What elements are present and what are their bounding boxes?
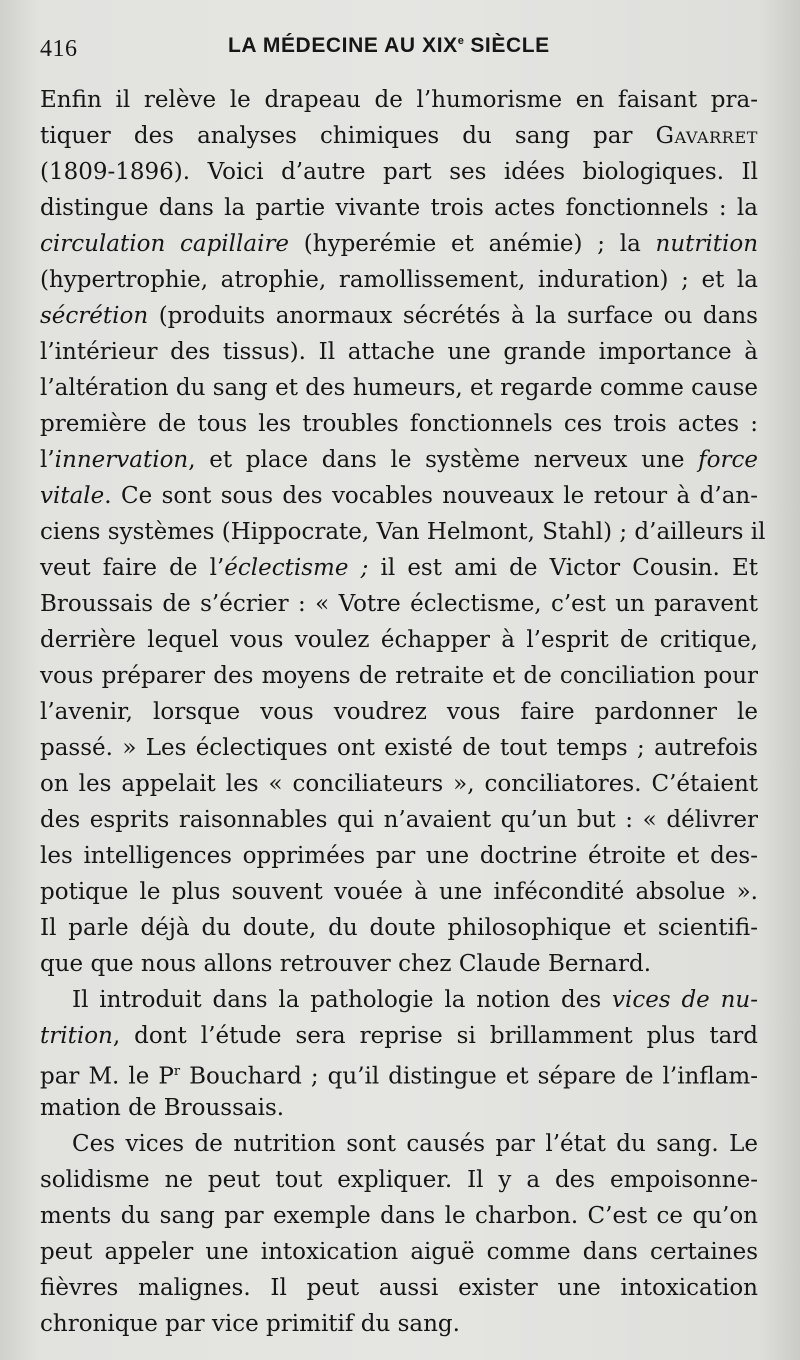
text-segment: éclectisme ; [224, 555, 369, 581]
text-segment: l’intérieur des tissus). Il attache une grande importance à [40, 339, 758, 365]
text-line [40, 550, 758, 586]
text-segment: solidisme ne peut tout expliquer. Il y a des empoisonne- [40, 1167, 758, 1193]
text-segment: l’avenir, lorsque vous voudrez vous faire pardonner le [40, 699, 758, 725]
page-header [0, 28, 800, 68]
text-line [40, 1234, 758, 1270]
text-segment: Broussais de s’écrier : « Votre éclectisme, c’est un paravent [40, 591, 758, 617]
text-line [40, 1018, 758, 1054]
text-segment: passé. » Les éclectiques ont existé de tout temps ; autrefois [40, 735, 758, 761]
text-segment: Il parle déjà du doute, du doute philosophique et scientifi- [40, 915, 758, 941]
text-line [40, 982, 758, 1018]
text-segment: l’altération du sang et des humeurs, et regarde comme cause [40, 375, 758, 401]
text-segment: , et place dans le système nerveux une [188, 447, 699, 473]
text-line [40, 1090, 758, 1126]
text-segment: que que nous allons retrouver chez Claude Bernard. [40, 951, 652, 977]
text-segment: distingue dans la partie vivante trois actes fonctionnels : la [40, 195, 758, 221]
text-segment: innervation [54, 447, 189, 473]
text-segment: Ces vices de nutrition sont causés par l’état du sang. Le [72, 1131, 758, 1157]
text-segment: r [173, 1064, 181, 1079]
text-segment: des esprits raisonnables qui n’avaient qu’un but : « délivrer [40, 807, 758, 833]
text-line [40, 586, 758, 622]
text-segment: (1809-1896). Voici d’autre part ses idées biologiques. Il [40, 159, 758, 185]
text-line [40, 946, 758, 982]
text-line [40, 1198, 758, 1234]
text-line [40, 1054, 758, 1090]
text-segment: tiquer des analyses chimiques du sang par [40, 123, 656, 149]
text-segment: veut faire de l’ [40, 555, 225, 581]
text-segment: . Ce sont sous des vocables nouveaux le retour à d’an- [104, 483, 758, 509]
text-segment: Il introduit dans la pathologie la notion des [72, 987, 612, 1013]
paragraph [40, 982, 758, 1126]
text-segment: les intelligences opprimées par une doctrine étroite et des- [40, 843, 758, 869]
text-line [40, 514, 766, 550]
paragraph [40, 1126, 758, 1342]
text-segment: on les appelait les « conciliateurs », conciliatores. C’étaient [40, 771, 758, 797]
text-segment: derrière lequel vous voulez échapper à l’esprit de critique, [40, 627, 758, 653]
text-segment: Gavarret [655, 123, 758, 149]
text-line [40, 154, 758, 190]
text-segment: l’ [40, 447, 55, 473]
text-segment: ments du sang par exemple dans le charbon. C’est ce qu’on [40, 1203, 758, 1229]
text-segment: ciens systèmes (Hippocrate, Van Helmont, Stahl) ; d’ailleurs il [40, 519, 766, 545]
text-line [40, 694, 758, 730]
text-line [40, 334, 758, 370]
text-segment: peut appeler une intoxication aiguë comme dans certaines [40, 1239, 758, 1265]
text-segment: Bouchard ; qu’il distingue et sépare de l’inflam- [180, 1063, 758, 1090]
text-line [40, 658, 758, 694]
paragraph [40, 82, 766, 982]
text-segment: vous préparer des moyens de retraite et de conciliation pour [40, 663, 758, 689]
text-line [40, 370, 758, 406]
text-line [40, 82, 758, 118]
running-head-end: SIÈCLE [463, 34, 550, 57]
running-head-superscript: e [457, 35, 464, 47]
text-segment: Enfin il relève le drapeau de l’humorisme en faisant pra- [40, 87, 758, 113]
text-segment: mation de Broussais. [40, 1095, 285, 1121]
text-segment: chronique par vice primitif du sang. [40, 1311, 460, 1337]
text-segment: par M. le P [40, 1063, 174, 1090]
text-line [40, 1126, 758, 1162]
page-number: 416 [40, 36, 78, 62]
text-line [40, 1162, 758, 1198]
text-line [40, 766, 758, 802]
text-segment: (hyperémie et anémie) ; la [289, 231, 656, 257]
text-segment: , dont l’étude sera reprise si brillamment plus tard [112, 1023, 758, 1049]
text-line [40, 298, 758, 334]
text-line [40, 406, 758, 442]
text-line [40, 478, 758, 514]
text-segment: trition [40, 1023, 113, 1049]
text-line [40, 1306, 758, 1342]
text-segment: force [698, 447, 758, 473]
text-segment: potique le plus souvent vouée à une infécondité absolue ». [40, 879, 758, 905]
text-segment: circulation capillaire [40, 231, 290, 257]
text-line [40, 118, 758, 154]
text-line [40, 802, 758, 838]
text-line [40, 874, 758, 910]
text-segment: il est ami de Victor Cousin. Et [368, 555, 758, 581]
body-text [40, 82, 766, 1342]
text-line [40, 1270, 758, 1306]
text-line [40, 910, 758, 946]
text-line [40, 838, 758, 874]
text-segment: fièvres malignes. Il peut aussi exister une intoxication [40, 1275, 758, 1301]
text-segment: vices de nu- [611, 987, 759, 1013]
text-segment: nutrition [655, 231, 759, 257]
text-segment: (hypertrophie, atrophie, ramollissement, induration) ; et la [40, 267, 758, 293]
text-line [40, 622, 758, 658]
text-segment: première de tous les troubles fonctionnels ces trois actes : [40, 411, 758, 437]
text-line [40, 262, 758, 298]
text-line [40, 226, 758, 262]
text-segment: (produits anormaux sécrétés à la surface ou dans [148, 303, 758, 329]
text-line [40, 190, 758, 226]
text-segment: sécrétion [40, 303, 149, 329]
text-line [40, 442, 758, 478]
running-head-text: LA MÉDECINE AU XIX [228, 34, 458, 57]
text-line [40, 730, 758, 766]
text-segment: vitale [40, 483, 105, 509]
running-head [228, 34, 550, 58]
